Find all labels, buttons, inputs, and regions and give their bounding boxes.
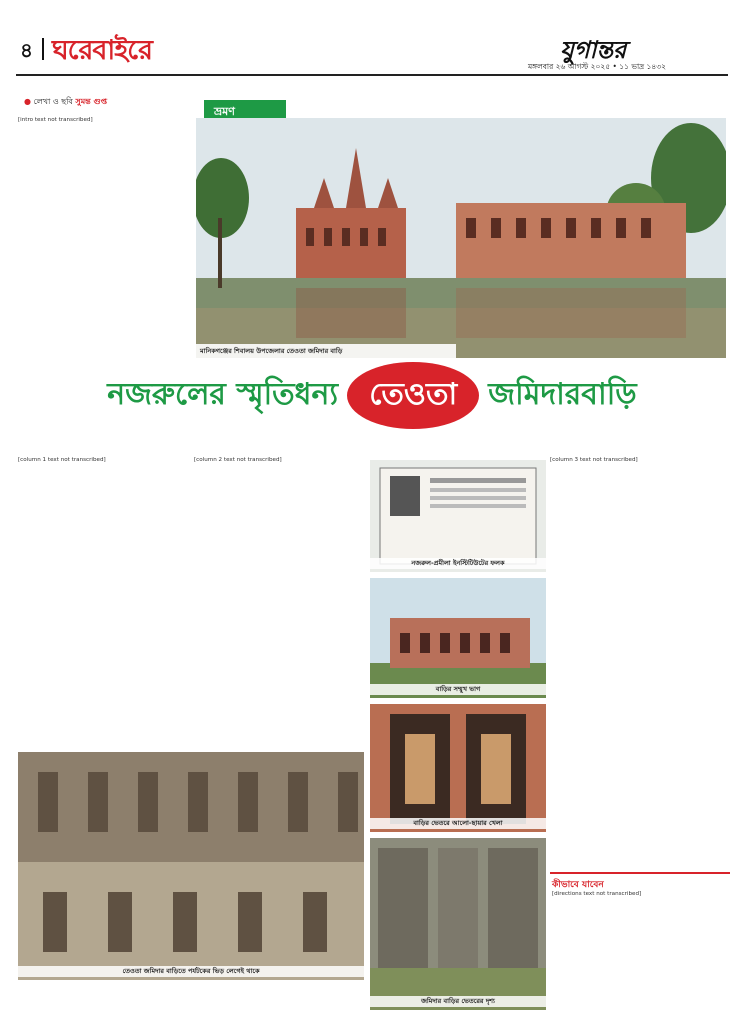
byline-bullet-icon: ● [24,97,31,106]
sidebar-text: [directions text not transcribed] [552,891,642,897]
page-header [0,0,744,78]
section-title: ঘরেবাইরে [52,35,152,66]
page-number: ৪ [20,38,33,62]
byline-prefix: লেখা ও ছবি [33,97,73,106]
intro-text: [intro text not transcribed] [18,117,93,123]
body-column-3: [column 3 text not transcribed] [550,457,638,463]
top-photo [196,118,726,358]
plaque-caption: নজরুল-প্রমীলা ইনস্টিটিউটের ফলক [370,558,546,569]
headline [16,362,728,440]
body-column-2: [column 2 text not transcribed] [194,457,282,463]
tourists-caption: তেওতা জমিদার বাড়িতে পর্যটকের ভিড় লেগেই থাকে [18,966,364,977]
mansion-pond-illustration [196,118,726,358]
byline-author: সুমন্ত গুপ্ত [75,97,108,106]
headline-part-1: নজরুলের স্মৃতিধন্য [107,377,339,412]
interior-caption: জমিদার বাড়ির ভেতরের দৃশ্য [370,996,546,1007]
headline-part-2: জমিদারবাড়ি [488,377,637,412]
masthead-logo: যুগান্তর [560,36,627,64]
tourists-photo [18,752,364,980]
column-label-text: ভ্রমণ [214,105,235,118]
byline [24,96,107,109]
shadow-caption: বাড়ির ভেতরে আলো-ছায়ার খেলা [370,818,546,829]
arcade-tourists-illustration [18,752,364,980]
plaque-photo [370,460,546,572]
sidebar-title: কীভাবে যাবেন [552,880,604,890]
front-facade-illustration [370,578,546,698]
dateline: মঙ্গলবার ২৬ আগস্ট ২০২৫ • ১১ ভাদ্র ১৪৩২ [528,62,667,71]
front-caption: বাড়ির সম্মুখ ভাগ [370,684,546,695]
top-photo-caption: মানিকগঞ্জের শিবালয় উপজেলার তেওতা জমিদার বাড়ি [196,344,456,358]
plaque-illustration [370,460,546,572]
front-photo [370,578,546,698]
headline-highlight: তেওতা [347,362,479,429]
interior-photo [370,838,546,1010]
column-label [204,100,286,120]
sidebar-box [550,872,730,1012]
courtyard-illustration [370,838,546,1010]
shadow-photo [370,704,546,832]
corridor-illustration [370,704,546,832]
header-rule [16,74,728,76]
body-column-1: [column 1 text not transcribed] [18,457,106,463]
divider-bar [42,38,44,60]
